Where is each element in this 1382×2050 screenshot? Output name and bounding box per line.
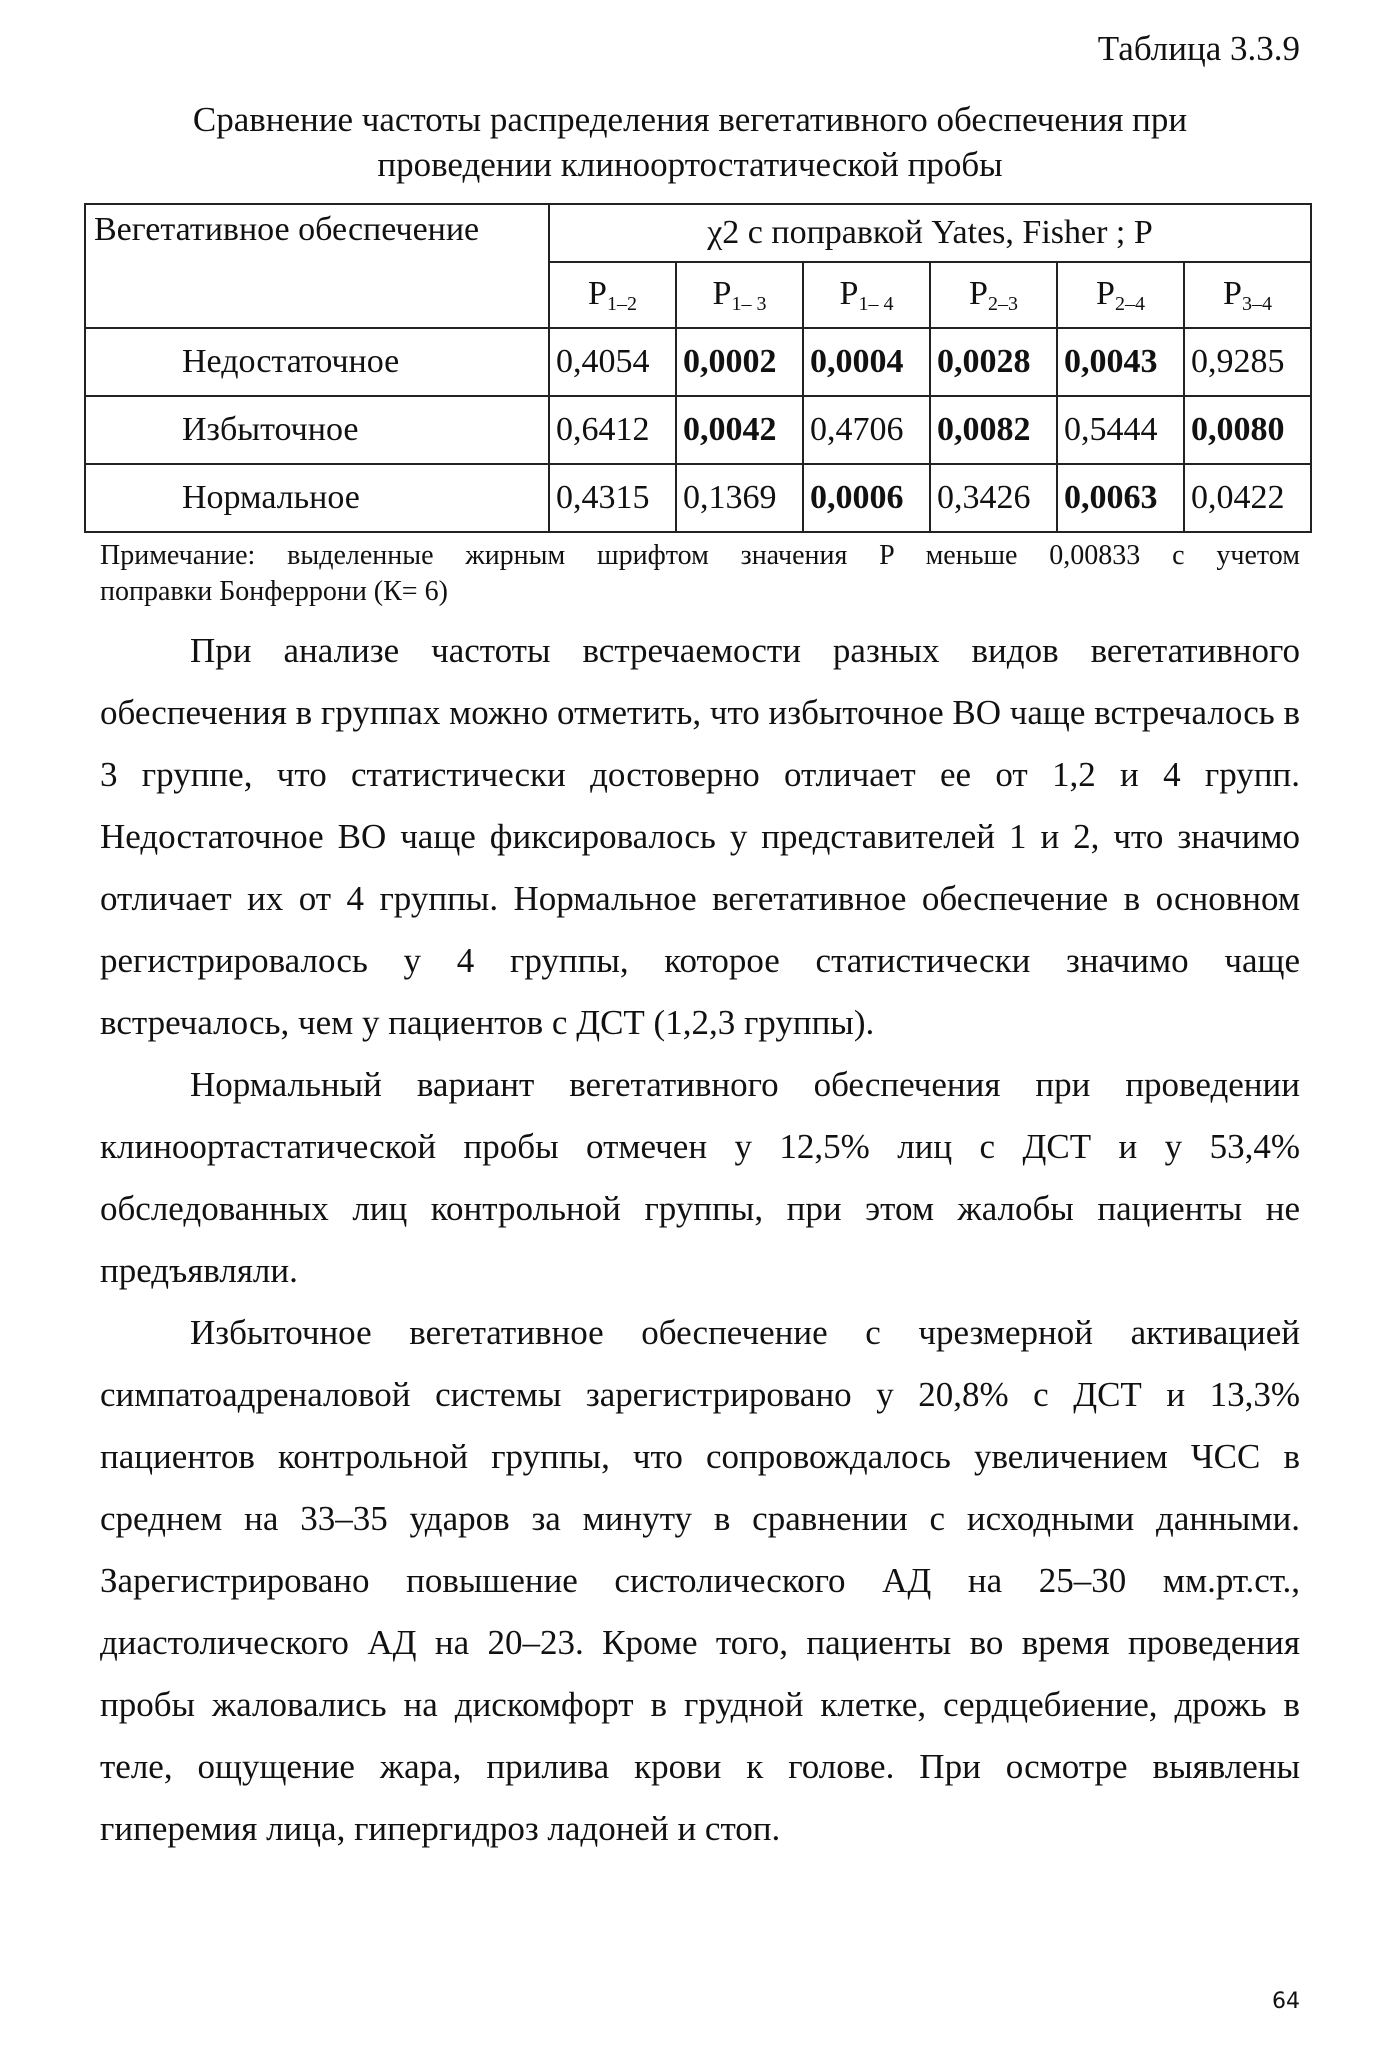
table-cell: 0,6412 — [549, 396, 676, 464]
paragraph: Нормальный вариант вегетативного обеспечения при проведении клиноортастатической пробы отмечен у 12,5% лиц с ДСТ и у 53,4% обследованных лиц контрольной группы, при этом жалобы пациенты не предъявляли. — [100, 1065, 1300, 1290]
table-cell: 0,5444 — [1057, 396, 1184, 464]
table-cell: 0,0002 — [676, 328, 803, 396]
table-title — [100, 97, 1280, 187]
row-label: Избыточное — [85, 396, 549, 464]
body-text — [100, 620, 1300, 1860]
table-title-line2: проведении клиноортостатической пробы — [377, 145, 1003, 184]
table-row — [85, 328, 1311, 396]
subheader-p12: $P_{1-2}$ — [549, 262, 676, 328]
row-label: Нормальное — [85, 464, 549, 532]
table-cell: 0,0043 — [1057, 328, 1184, 396]
subheader-p23: $P_{2-3}$ — [930, 262, 1057, 328]
table-row — [85, 464, 1311, 532]
table-header-row — [85, 204, 1311, 262]
table-cell: 0,0042 — [676, 396, 803, 464]
table-cell: 0,4054 — [549, 328, 676, 396]
table-row — [85, 396, 1311, 464]
table-cell: 0,0080 — [1184, 396, 1311, 464]
table-note — [100, 538, 1300, 610]
row-label: Недостаточное — [85, 328, 549, 396]
subheader-p13: $P_{1- 3}$ — [676, 262, 803, 328]
note-line1: Примечание: выделенные жирным шрифтом значения P меньше 0,00833 с учетом — [100, 540, 1300, 571]
header-label: Вегетативное обеспечение — [85, 204, 549, 328]
table-cell: 0,3426 — [930, 464, 1057, 532]
paragraph: При анализе частоты встречаемости разных видов вегетативного обеспечения в группах можно отметить, что избыточное ВО чаще встречалось в 3 группе, что статистически достоверно отличает ее от 1,2 и 4 групп. Недостаточное ВО чаще фиксировалось у представителей 1 и 2, что значимо отличает их от 4 группы. Нормальное вегетативное обеспечение в основном регистрировалось у 4 группы, которое статистически значимо чаще встречалось, чем у пациентов с ДСТ (1,2,3 группы). — [100, 631, 1300, 1042]
table-cell: 0,1369 — [676, 464, 803, 532]
note-line2: поправки Бонферрони (К= 6) — [100, 576, 448, 607]
table-title-line1: Сравнение частоты распределения вегетативного обеспечения при — [192, 100, 1188, 139]
table-cell: 0,0063 — [1057, 464, 1184, 532]
table-cell: 0,9285 — [1184, 328, 1311, 396]
table-cell: 0,0082 — [930, 396, 1057, 464]
table-cell: 0,0004 — [803, 328, 930, 396]
table-cell: 0,0028 — [930, 328, 1057, 396]
table-cell: 0,0422 — [1184, 464, 1311, 532]
page-number: 64 — [1272, 1989, 1300, 2014]
paragraph: Избыточное вегетативное обеспечение с чрезмерной активацией симпатоадреналовой системы зарегистрировано у 20,8% с ДСТ и 13,3% пациентов контрольной группы, что сопровождалось увеличением ЧСС в среднем на 33–35 ударов за минуту в сравнении с исходными данными. Зарегистрировано повышение систолического АД на 25–30 мм.рт.ст., диастолического АД на 20–23. Кроме того, пациенты во время проведения пробы жаловались на дискомфорт в грудной клетке, сердцебиение, дрожь в теле, ощущение жара, прилива крови к голове. При осмотре выявлены гиперемия лица, гипергидроз ладоней и стоп. — [100, 1313, 1300, 1848]
header-group: χ2 с поправкой Yates, Fisher ; P — [549, 204, 1311, 262]
subheader-p34: $P_{3-4}$ — [1184, 262, 1311, 328]
comparison-table — [84, 203, 1312, 533]
subheader-p14: $P_{1- 4}$ — [803, 262, 930, 328]
table-cell: 0,4315 — [549, 464, 676, 532]
table-number: Таблица 3.3.9 — [1097, 29, 1300, 68]
table-cell: 0,0006 — [803, 464, 930, 532]
subheader-p24: $P_{2-4}$ — [1057, 262, 1184, 328]
table-cell: 0,4706 — [803, 396, 930, 464]
